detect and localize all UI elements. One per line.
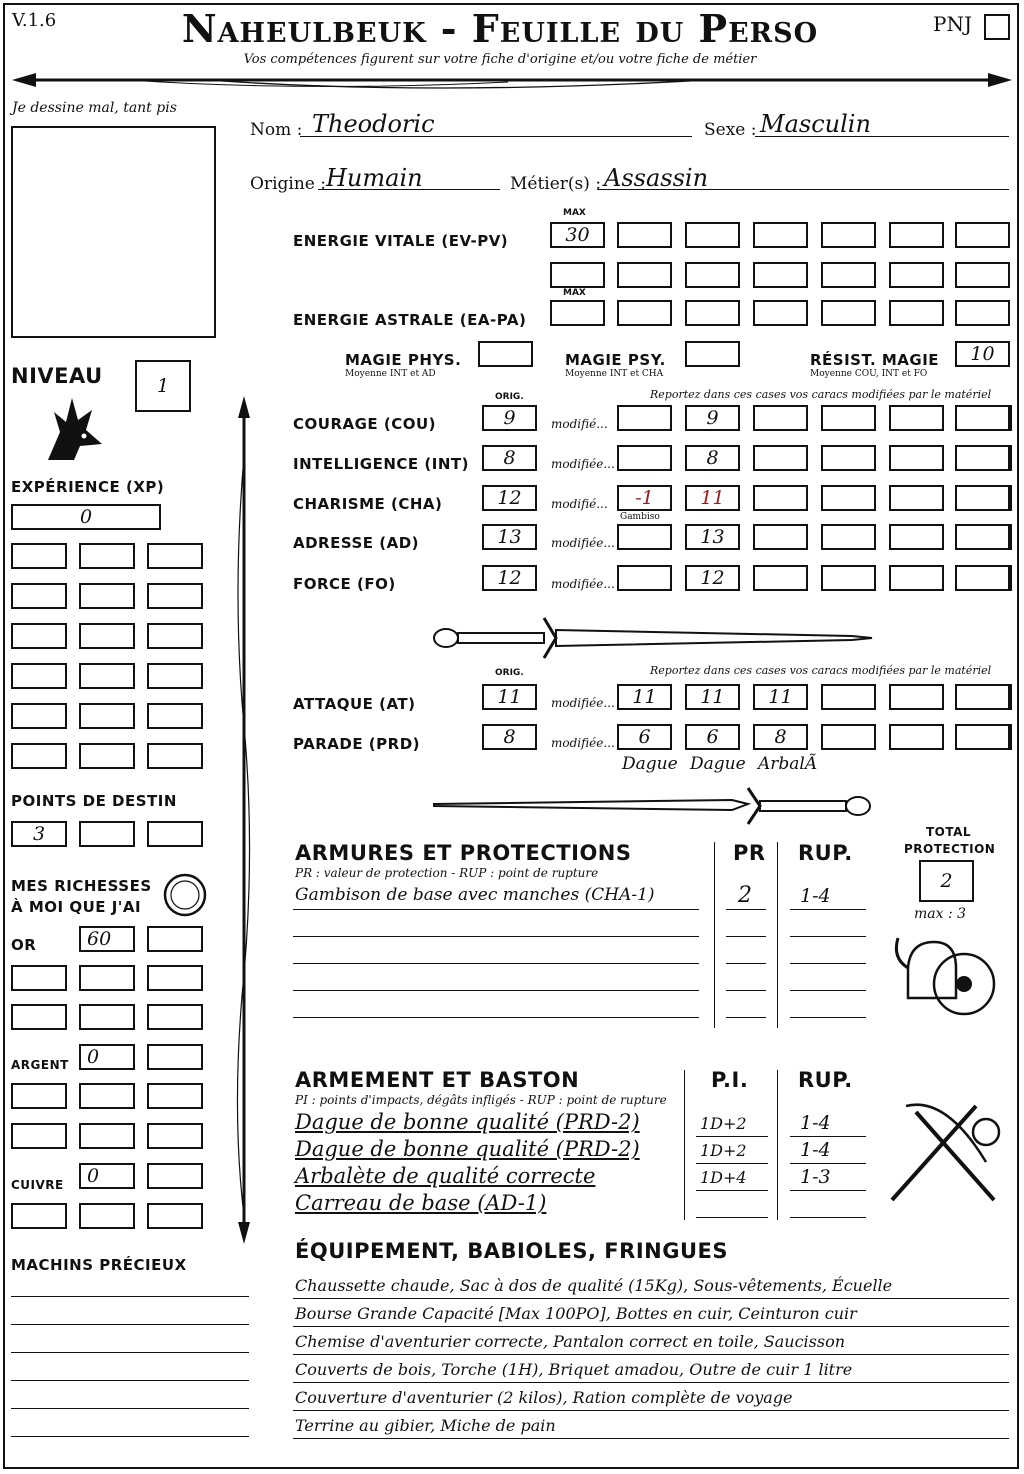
- combat-label: PARADE (PRD): [293, 735, 421, 753]
- equipment-rule: [293, 1326, 1009, 1327]
- total-label-2: PROTECTION: [904, 842, 996, 856]
- cuivre-coin-cell[interactable]: [147, 1203, 203, 1229]
- ea-track-box[interactable]: [889, 300, 944, 326]
- combat-value-box[interactable]: 8: [753, 724, 808, 750]
- or-coin-cell[interactable]: [147, 965, 203, 991]
- weapon-pi[interactable]: 1D+4: [700, 1168, 747, 1187]
- precious-line[interactable]: [11, 1408, 249, 1409]
- armor-line: [293, 990, 699, 991]
- combat-value-box[interactable]: [821, 684, 876, 710]
- niveau-label: NIVEAU: [11, 364, 103, 388]
- ev-label: ENERGIE VITALE (EV-PV): [293, 232, 509, 250]
- armor-line: [293, 909, 699, 910]
- magie-psy-box[interactable]: [685, 341, 740, 367]
- combat-orig-box[interactable]: 11: [482, 684, 537, 710]
- cuivre-box-extra[interactable]: [147, 1163, 203, 1189]
- combat-value-box[interactable]: [821, 724, 876, 750]
- combat-label: ATTAQUE (AT): [293, 695, 416, 713]
- weapon-pi[interactable]: 1D+2: [700, 1141, 747, 1160]
- or-label: OR: [11, 936, 37, 954]
- weapon-tag: ArbalÃ: [758, 754, 818, 774]
- origine-line: [318, 189, 500, 190]
- magie-psy-note: Moyenne INT et CHA: [565, 369, 664, 379]
- xp-box-cell[interactable]: [79, 703, 135, 729]
- stats-report-note: Reportez dans ces cases vos caracs modifiées par le matériel: [650, 388, 992, 401]
- equipment-line[interactable]: Chemise d'aventurier correcte, Pantalon correct en toile, Saucisson: [295, 1332, 846, 1351]
- ev-track-box[interactable]: [617, 262, 672, 288]
- stat-mod-label: modifié...: [551, 417, 608, 431]
- or-coin-cell[interactable]: [11, 965, 67, 991]
- weapon-pi-line: [696, 1190, 768, 1191]
- weapon-rup[interactable]: 1-3: [800, 1166, 831, 1188]
- armor-line: [293, 936, 699, 937]
- stat-label: ADRESSE (AD): [293, 534, 420, 552]
- stat-value-box[interactable]: [821, 405, 876, 431]
- stat-value-box[interactable]: [753, 445, 808, 471]
- argent-box[interactable]: 0: [79, 1044, 135, 1070]
- resist-magie-box[interactable]: 10: [955, 341, 1010, 367]
- version-label: V.1.6: [12, 10, 57, 31]
- equipment-line[interactable]: Terrine au gibier, Miche de pain: [295, 1416, 556, 1435]
- cuivre-label: CUIVRE: [11, 1178, 64, 1192]
- xp-box-cell[interactable]: [79, 543, 135, 569]
- combat-value-box[interactable]: 6: [685, 724, 740, 750]
- armor-pr[interactable]: 2: [738, 883, 752, 908]
- pnj-label: PNJ: [933, 12, 972, 36]
- helmet-shield-icon: [890, 928, 1000, 1028]
- cuivre-coin-cell[interactable]: [79, 1203, 135, 1229]
- stat-value-box[interactable]: [955, 485, 1010, 511]
- ev-track-box[interactable]: [955, 262, 1010, 288]
- xp-box-cell[interactable]: [147, 743, 203, 769]
- destin-label: POINTS DE DESTIN: [11, 792, 177, 810]
- ev-track-box[interactable]: [821, 262, 876, 288]
- stat-value-box[interactable]: 9: [685, 405, 740, 431]
- stat-value-box[interactable]: 8: [685, 445, 740, 471]
- stat-orig-box[interactable]: 13: [482, 524, 537, 550]
- argent-coin-cell[interactable]: [147, 1083, 203, 1109]
- richesses-label-1: MES RICHESSES: [11, 877, 152, 895]
- stat-value-box[interactable]: [955, 405, 1010, 431]
- combat-value-box[interactable]: [889, 724, 944, 750]
- or-coin-cell[interactable]: [79, 1004, 135, 1030]
- argent-coin-cell[interactable]: [79, 1123, 135, 1149]
- nom-value[interactable]: Theodoric: [312, 110, 435, 138]
- stat-mod-label: modifiée...: [551, 536, 615, 550]
- ev-track-box[interactable]: [685, 262, 740, 288]
- xp-box-cell[interactable]: [79, 743, 135, 769]
- xp-box-cell[interactable]: [147, 623, 203, 649]
- armor-rup-line: [790, 909, 866, 910]
- sword-icon: [432, 612, 874, 664]
- richesses-label-2: À MOI QUE J'AI: [11, 898, 142, 916]
- sexe-label: Sexe :: [704, 120, 757, 140]
- metier-label: Métier(s) :: [510, 174, 602, 194]
- total-label-1: TOTAL: [926, 825, 972, 839]
- portrait-frame[interactable]: [11, 126, 216, 338]
- argent-coin-cell[interactable]: [11, 1123, 67, 1149]
- weapon-tag: Dague: [690, 754, 746, 774]
- weapon-tag: Dague: [622, 754, 678, 774]
- weapon-rup-line: [790, 1190, 866, 1191]
- stat-mod-box[interactable]: [617, 524, 672, 550]
- stat-mod-box[interactable]: [617, 445, 672, 471]
- armor-rup-header: RUP.: [798, 841, 853, 865]
- stat-label: FORCE (FO): [293, 575, 396, 593]
- stat-orig-box[interactable]: 12: [482, 565, 537, 591]
- xp-box-cell[interactable]: [79, 663, 135, 689]
- sword-icon-2: [432, 784, 874, 830]
- magie-phys-label: MAGIE PHYS.: [345, 351, 462, 369]
- stat-mod-label: modifié...: [551, 497, 608, 511]
- nom-label: Nom :: [250, 120, 303, 140]
- weapon-name[interactable]: Arbalète de qualité correcte: [295, 1164, 596, 1188]
- equipment-rule: [293, 1298, 1009, 1299]
- ea-track-box[interactable]: [821, 300, 876, 326]
- ea-label: ENERGIE ASTRALE (EA-PA): [293, 311, 527, 329]
- xp-box-cell[interactable]: [147, 663, 203, 689]
- armor-pr-line: [726, 909, 766, 910]
- xp-box-cell[interactable]: [11, 663, 67, 689]
- stat-label: COURAGE (COU): [293, 415, 437, 433]
- argent-box-extra[interactable]: [147, 1044, 203, 1070]
- armor-pr-header: PR: [733, 841, 766, 865]
- armor-rup-line: [790, 963, 866, 964]
- equipment-line[interactable]: Bourse Grande Capacité [Max 100PO], Bottes en cuir, Ceinturon cuir: [295, 1304, 857, 1323]
- equipment-title: ÉQUIPEMENT, BABIOLES, FRINGUES: [295, 1239, 728, 1263]
- ev-track-box[interactable]: [889, 262, 944, 288]
- ea-track-box[interactable]: [753, 300, 808, 326]
- or-box-extra[interactable]: [147, 926, 203, 952]
- xp-box-cell[interactable]: [147, 543, 203, 569]
- armor-title: ARMURES ET PROTECTIONS: [295, 841, 632, 865]
- stat-orig-box[interactable]: 9: [482, 405, 537, 431]
- dragon-icon: [40, 392, 106, 464]
- weapons-note: PI : points d'impacts, dégâts infligés - RUP : point de rupture: [295, 1093, 667, 1107]
- equipment-rule: [293, 1382, 1009, 1383]
- stat-mod-label: modifiée...: [551, 577, 615, 591]
- stat-value-box[interactable]: [821, 445, 876, 471]
- weapon-pi-line: [696, 1163, 768, 1164]
- stat-mod-label: modifiée...: [551, 457, 615, 471]
- cuivre-coin-cell[interactable]: [11, 1203, 67, 1229]
- stat-value-box[interactable]: [889, 445, 944, 471]
- armor-divider-2: [777, 842, 778, 1028]
- stat-label: INTELLIGENCE (INT): [293, 455, 469, 473]
- stat-mod-note: Gambiso: [620, 512, 660, 522]
- combat-value-box[interactable]: 11: [753, 684, 808, 710]
- xp-box-cell[interactable]: [147, 703, 203, 729]
- xp-box-cell[interactable]: [11, 623, 67, 649]
- xp-box-cell[interactable]: [79, 583, 135, 609]
- stat-value-box[interactable]: [821, 565, 876, 591]
- stat-value-box[interactable]: [753, 485, 808, 511]
- stat-orig-box[interactable]: 12: [482, 485, 537, 511]
- combat-orig-box[interactable]: 8: [482, 724, 537, 750]
- xp-box-cell[interactable]: [11, 543, 67, 569]
- equipment-rule: [293, 1438, 1009, 1439]
- stat-value-box[interactable]: [955, 565, 1010, 591]
- combat-report-note: Reportez dans ces cases vos caracs modifiées par le matériel: [650, 664, 992, 677]
- stat-value-box[interactable]: [889, 405, 944, 431]
- armor-name[interactable]: Gambison de base avec manches (CHA-1): [295, 885, 655, 905]
- stat-mod-box[interactable]: [617, 565, 672, 591]
- metier-value[interactable]: Assassin: [604, 164, 709, 192]
- xp-box-cell[interactable]: [11, 743, 67, 769]
- armor-pr-line: [726, 1017, 766, 1018]
- armor-pr-line: [726, 963, 766, 964]
- equipment-line[interactable]: Couverts de bois, Torche (1H), Briquet amadou, Outre de cuir 1 litre: [295, 1360, 853, 1379]
- stat-label: CHARISME (CHA): [293, 495, 443, 513]
- stats-orig-label: ORIG.: [495, 392, 524, 402]
- weapon-pi-line: [696, 1217, 768, 1218]
- xp-box-cell[interactable]: [11, 703, 67, 729]
- armor-rup-line: [790, 990, 866, 991]
- vertical-spear-icon: [230, 396, 258, 1244]
- destin-box-2[interactable]: [79, 821, 135, 847]
- armor-line: [293, 963, 699, 964]
- spear-divider-icon: [8, 68, 1016, 98]
- total-protection-box[interactable]: 2: [919, 860, 974, 902]
- or-coin-cell[interactable]: [11, 1004, 67, 1030]
- combat-value-box[interactable]: [955, 724, 1010, 750]
- ev-max-box[interactable]: 30: [550, 222, 605, 248]
- stat-value-box[interactable]: 13: [685, 524, 740, 550]
- weapon-rup-line: [790, 1136, 866, 1137]
- argent-coin-cell[interactable]: [11, 1083, 67, 1109]
- armor-rup[interactable]: 1-4: [800, 885, 831, 907]
- ea-max-box[interactable]: [550, 300, 605, 326]
- armor-note: PR : valeur de protection - RUP : point de rupture: [295, 866, 599, 880]
- weapon-rup[interactable]: 1-4: [800, 1139, 831, 1161]
- combat-value-box[interactable]: [889, 684, 944, 710]
- precious-line[interactable]: [11, 1296, 249, 1297]
- stat-value-box[interactable]: [955, 524, 1010, 550]
- weapon-pi[interactable]: 1D+2: [700, 1114, 747, 1133]
- or-box[interactable]: 60: [79, 926, 135, 952]
- pnj-checkbox[interactable]: [984, 14, 1010, 40]
- stat-orig-box[interactable]: 8: [482, 445, 537, 471]
- destin-box-1[interactable]: 3: [11, 821, 67, 847]
- equipment-rule: [293, 1354, 1009, 1355]
- xp-box-cell[interactable]: [11, 583, 67, 609]
- stat-value-box[interactable]: [753, 405, 808, 431]
- armor-pr-line: [726, 936, 766, 937]
- argent-coin-cell[interactable]: [79, 1083, 135, 1109]
- destin-box-3[interactable]: [147, 821, 203, 847]
- ea-track-box[interactable]: [955, 300, 1010, 326]
- armor-rup-line: [790, 1017, 866, 1018]
- stat-value-box[interactable]: 11: [685, 485, 740, 511]
- weapon-name[interactable]: Carreau de base (AD-1): [295, 1191, 547, 1215]
- ev-track-box[interactable]: [889, 222, 944, 248]
- armor-rup-line: [790, 936, 866, 937]
- resist-magie-label: RÉSIST. MAGIE: [810, 351, 940, 369]
- stat-value-box[interactable]: [889, 565, 944, 591]
- sexe-value[interactable]: Masculin: [760, 110, 871, 138]
- stat-value-box[interactable]: 12: [685, 565, 740, 591]
- ea-track-box[interactable]: [685, 300, 740, 326]
- stat-value-box[interactable]: [955, 445, 1010, 471]
- weapons-rup-header: RUP.: [798, 1068, 853, 1092]
- weapons-title: ARMEMENT ET BASTON: [295, 1068, 580, 1092]
- sexe-line: [755, 136, 1009, 137]
- ea-track-box[interactable]: [617, 300, 672, 326]
- ev-track-box[interactable]: [821, 222, 876, 248]
- resist-magie-note: Moyenne COU, INT et FO: [810, 369, 928, 379]
- stat-value-box[interactable]: [753, 524, 808, 550]
- stat-value-box[interactable]: [821, 524, 876, 550]
- combat-value-box[interactable]: 6: [617, 724, 672, 750]
- combat-value-box[interactable]: 11: [617, 684, 672, 710]
- argent-label: ARGENT: [11, 1058, 69, 1072]
- portrait-caption: Je dessine mal, tant pis: [12, 100, 177, 116]
- ev-track-box[interactable]: [550, 262, 605, 288]
- magie-phys-box[interactable]: [478, 341, 533, 367]
- crossed-weapons-icon: [886, 1092, 1006, 1210]
- xp-box[interactable]: 0: [11, 504, 161, 530]
- weapons-divider-1: [684, 1070, 685, 1220]
- equipment-line[interactable]: Chaussette chaude, Sac à dos de qualité (15Kg), Sous-vêtements, Écuelle: [295, 1276, 893, 1295]
- stat-value-box[interactable]: [821, 485, 876, 511]
- ev-track-box[interactable]: [955, 222, 1010, 248]
- equipment-line[interactable]: Couverture d'aventurier (2 kilos), Ration complète de voyage: [295, 1388, 793, 1407]
- precious-line[interactable]: [11, 1380, 249, 1381]
- ev-track-box[interactable]: [753, 222, 808, 248]
- total-max: max : 3: [914, 906, 967, 922]
- weapon-rup-line: [790, 1217, 866, 1218]
- magie-phys-note: Moyenne INT et AD: [345, 369, 436, 379]
- weapon-name[interactable]: Dague de bonne qualité (PRD-2): [295, 1137, 640, 1161]
- sheet-subtitle: Vos compétences figurent sur votre fiche d'origine et/ou votre fiche de métier: [243, 52, 757, 67]
- combat-value-box[interactable]: 11: [685, 684, 740, 710]
- combat-mod-label: modifiée...: [551, 696, 615, 710]
- weapons-pi-header: P.I.: [711, 1068, 749, 1092]
- armor-divider-1: [714, 842, 715, 1028]
- weapon-name[interactable]: Dague de bonne qualité (PRD-2): [295, 1110, 640, 1134]
- xp-box-cell[interactable]: [79, 623, 135, 649]
- or-coin-cell[interactable]: [147, 1004, 203, 1030]
- combat-orig-label: ORIG.: [495, 668, 524, 678]
- ev-track-box[interactable]: [617, 222, 672, 248]
- precious-line[interactable]: [11, 1324, 249, 1325]
- weapon-rup[interactable]: 1-4: [800, 1112, 831, 1134]
- ev-track-box[interactable]: [685, 222, 740, 248]
- xp-label: EXPÉRIENCE (XP): [11, 478, 165, 496]
- armor-line: [293, 1017, 699, 1018]
- stat-value-box[interactable]: [889, 524, 944, 550]
- niveau-box[interactable]: 1: [135, 360, 191, 412]
- nom-line: [300, 136, 692, 137]
- stat-mod-box[interactable]: [617, 405, 672, 431]
- metier-line: [597, 189, 1009, 190]
- equipment-rule: [293, 1410, 1009, 1411]
- combat-value-box[interactable]: [955, 684, 1010, 710]
- ev-max-label: MAX: [563, 208, 586, 218]
- weapon-rup-line: [790, 1163, 866, 1164]
- cuivre-box[interactable]: 0: [79, 1163, 135, 1189]
- precious-line[interactable]: [11, 1352, 249, 1353]
- precious-line[interactable]: [11, 1436, 249, 1437]
- coin-icon: [162, 872, 208, 918]
- weapons-divider-2: [777, 1070, 778, 1220]
- combat-mod-label: modifiée...: [551, 736, 615, 750]
- sheet-title: Naheulbeuk - Feuille du Perso: [181, 6, 819, 51]
- stat-value-box[interactable]: [889, 485, 944, 511]
- argent-coin-cell[interactable]: [147, 1123, 203, 1149]
- armor-pr-line: [726, 990, 766, 991]
- weapon-pi-line: [696, 1136, 768, 1137]
- magie-psy-label: MAGIE PSY.: [565, 351, 666, 369]
- machins-label: MACHINS PRÉCIEUX: [11, 1256, 187, 1274]
- origine-label: Origine :: [250, 174, 326, 194]
- origine-value[interactable]: Humain: [326, 164, 423, 192]
- ea-max-label: MAX: [563, 288, 586, 298]
- or-coin-cell[interactable]: [79, 965, 135, 991]
- stat-mod-box[interactable]: -1: [617, 485, 672, 511]
- ev-track-box[interactable]: [753, 262, 808, 288]
- stat-value-box[interactable]: [753, 565, 808, 591]
- xp-box-cell[interactable]: [147, 583, 203, 609]
